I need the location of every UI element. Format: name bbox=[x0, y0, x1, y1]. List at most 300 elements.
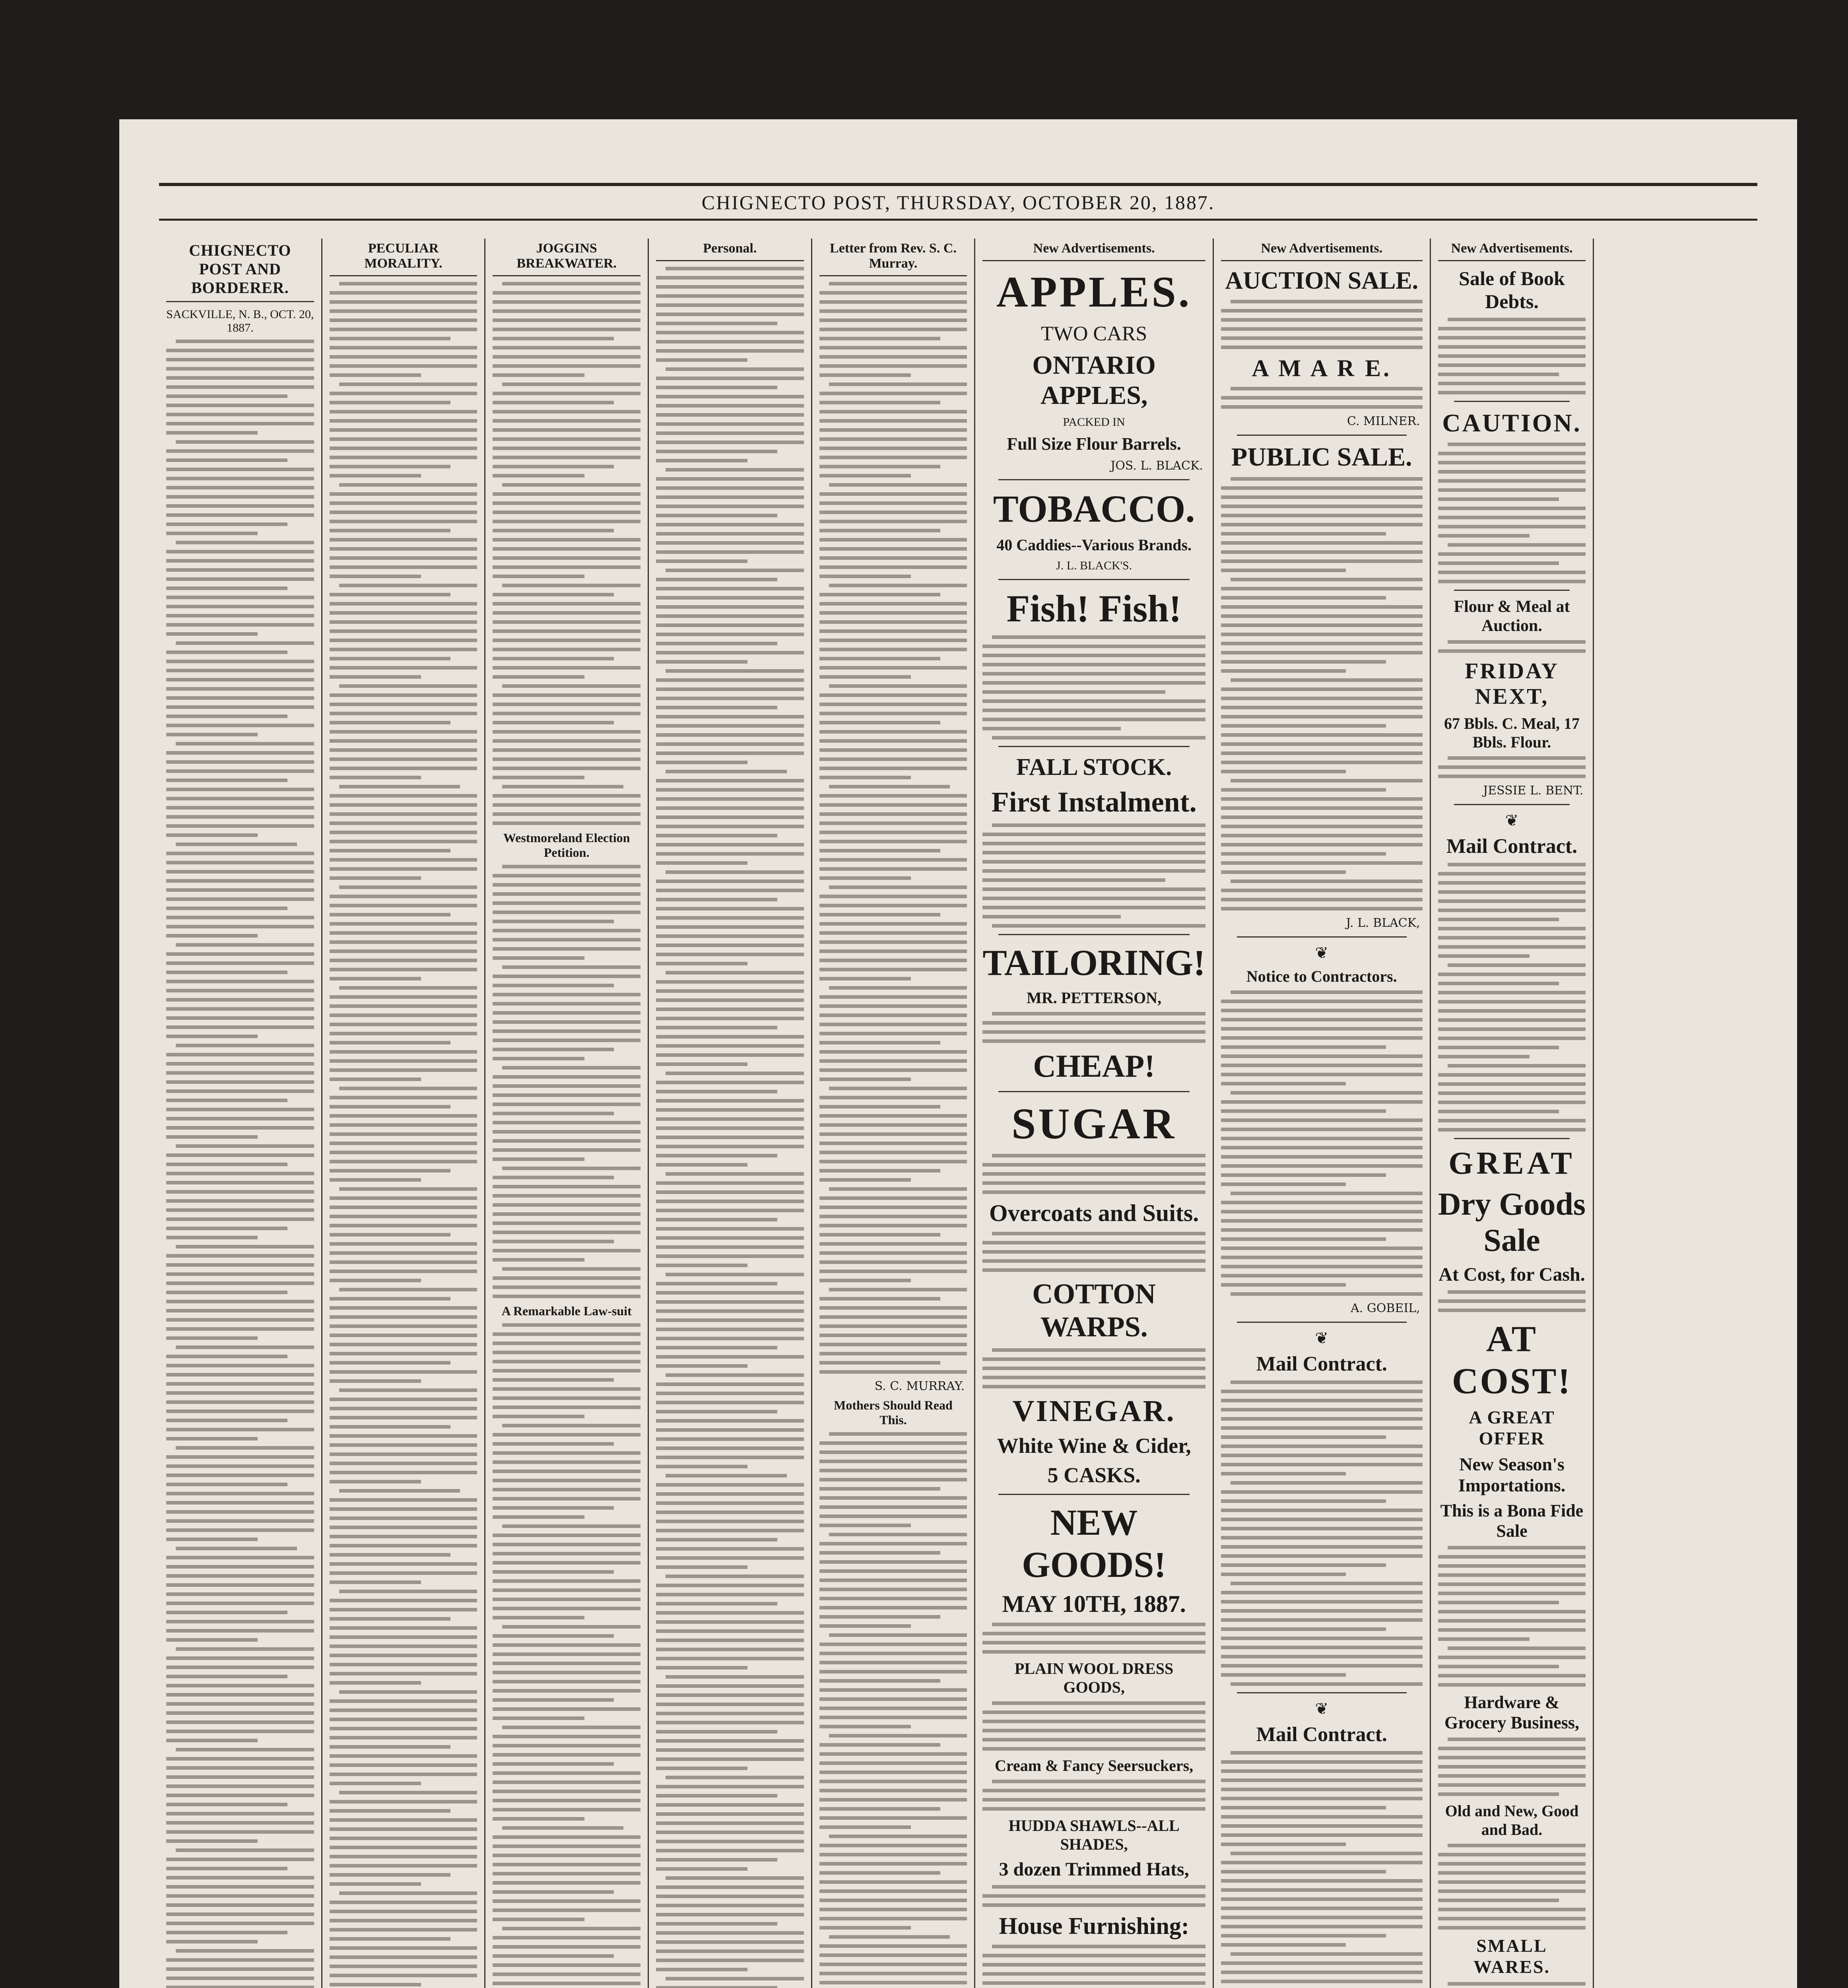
text-line bbox=[656, 1437, 804, 1441]
text-line bbox=[1221, 1609, 1423, 1613]
text-line bbox=[656, 1913, 804, 1916]
text-line bbox=[1438, 1018, 1586, 1022]
text-line bbox=[493, 1093, 641, 1097]
body-text bbox=[819, 1432, 967, 1988]
text-line bbox=[982, 842, 1205, 845]
text-line bbox=[166, 952, 314, 956]
text-line bbox=[330, 867, 478, 871]
text-line bbox=[166, 596, 314, 599]
text-line bbox=[330, 1416, 478, 1419]
text-line bbox=[656, 596, 804, 600]
text-line bbox=[1221, 1833, 1423, 1837]
text-line bbox=[656, 358, 747, 362]
text-line bbox=[166, 1492, 314, 1495]
text-line bbox=[982, 1357, 1205, 1361]
text-line bbox=[1221, 1673, 1346, 1677]
text-line bbox=[330, 1946, 478, 1950]
ad-body bbox=[982, 1945, 1205, 1988]
text-line bbox=[502, 1424, 641, 1427]
text-line bbox=[1231, 1952, 1423, 1956]
text-line bbox=[493, 1020, 641, 1024]
text-line bbox=[656, 1821, 804, 1825]
text-line bbox=[656, 322, 777, 325]
text-line bbox=[493, 739, 641, 743]
text-line bbox=[819, 456, 967, 459]
text-line bbox=[656, 1081, 804, 1084]
text-line bbox=[330, 556, 478, 560]
text-line bbox=[656, 623, 804, 627]
text-line bbox=[166, 1199, 314, 1203]
text-line bbox=[493, 1176, 614, 1179]
text-line bbox=[819, 1178, 911, 1182]
column-heading: PECULIAR MORALITY. bbox=[330, 239, 478, 276]
text-line bbox=[166, 1025, 314, 1029]
text-line bbox=[656, 1611, 804, 1615]
text-line bbox=[493, 1360, 641, 1363]
text-line bbox=[1438, 1871, 1586, 1875]
ad-body bbox=[982, 823, 1205, 928]
text-line bbox=[819, 1196, 967, 1200]
text-line bbox=[166, 1409, 314, 1413]
text-line bbox=[166, 605, 314, 608]
text-line bbox=[1438, 382, 1586, 385]
text-line bbox=[819, 1315, 967, 1319]
text-line bbox=[819, 1469, 967, 1472]
text-line bbox=[493, 1148, 641, 1152]
text-line bbox=[982, 1030, 1205, 1034]
text-line bbox=[819, 1004, 967, 1008]
text-line bbox=[330, 1023, 478, 1026]
text-line bbox=[1438, 1101, 1586, 1104]
body-text bbox=[166, 340, 314, 1988]
text-line bbox=[1221, 1943, 1346, 1947]
ad-body bbox=[982, 1348, 1205, 1388]
text-line bbox=[1231, 1091, 1423, 1095]
text-line bbox=[982, 1789, 1205, 1792]
text-line bbox=[493, 1415, 584, 1418]
text-line bbox=[1221, 1018, 1423, 1021]
text-line bbox=[493, 1460, 641, 1464]
text-line bbox=[656, 1885, 804, 1889]
text-line bbox=[176, 440, 314, 444]
text-line bbox=[1221, 742, 1423, 746]
text-line bbox=[330, 1279, 421, 1282]
text-line bbox=[992, 924, 1205, 928]
text-line bbox=[666, 468, 804, 472]
text-line bbox=[166, 1757, 314, 1761]
text-line bbox=[656, 1565, 747, 1569]
text-line bbox=[330, 940, 478, 944]
text-line bbox=[166, 1583, 314, 1587]
text-line bbox=[819, 1972, 967, 1975]
text-line bbox=[819, 776, 911, 779]
text-line bbox=[656, 441, 804, 444]
text-line bbox=[1221, 1971, 1423, 1974]
text-line bbox=[493, 1616, 584, 1619]
text-line bbox=[992, 1885, 1205, 1889]
text-line bbox=[330, 318, 478, 322]
text-line bbox=[656, 349, 804, 353]
text-line bbox=[330, 1105, 451, 1109]
ad-signature: J. L. BLACK, bbox=[1346, 916, 1420, 930]
text-line bbox=[1221, 559, 1423, 563]
text-line bbox=[819, 1944, 967, 1948]
text-line bbox=[1221, 1806, 1386, 1809]
text-line bbox=[330, 1178, 421, 1182]
text-line bbox=[493, 938, 641, 942]
text-line bbox=[330, 1736, 478, 1740]
text-line bbox=[1221, 1054, 1423, 1058]
text-line bbox=[176, 1547, 297, 1550]
text-line bbox=[829, 885, 967, 889]
text-line bbox=[656, 1355, 804, 1359]
coat-of-arms: ❦ bbox=[1315, 1329, 1329, 1347]
text-line bbox=[819, 1224, 967, 1227]
text-line bbox=[493, 1212, 641, 1216]
text-line bbox=[166, 971, 287, 974]
text-line bbox=[656, 1794, 777, 1798]
text-line bbox=[1438, 1009, 1586, 1013]
text-line bbox=[1438, 881, 1586, 885]
ad-text: 3 dozen Trimmed Hats, bbox=[999, 1859, 1189, 1880]
text-line bbox=[493, 492, 641, 496]
text-line bbox=[829, 986, 967, 990]
text-line bbox=[166, 669, 314, 672]
text-line bbox=[330, 1306, 478, 1310]
text-line bbox=[330, 977, 421, 980]
column-heading: CHIGNECTO POST AND BORDERER. bbox=[166, 239, 314, 302]
text-line bbox=[166, 1675, 287, 1678]
text-line bbox=[493, 620, 641, 624]
text-line bbox=[656, 431, 804, 435]
text-line bbox=[656, 413, 804, 417]
text-line bbox=[330, 520, 478, 523]
text-line bbox=[166, 1830, 314, 1834]
ad-signature: JOS. L. BLACK. bbox=[1110, 459, 1203, 473]
text-line bbox=[330, 1196, 478, 1200]
text-line bbox=[982, 1163, 1205, 1167]
text-line bbox=[819, 1670, 967, 1673]
text-line bbox=[1221, 1045, 1386, 1049]
text-line bbox=[1231, 678, 1423, 682]
text-line bbox=[1221, 1499, 1386, 1503]
text-line bbox=[819, 602, 967, 606]
column-5 bbox=[812, 239, 976, 1988]
text-line bbox=[656, 1236, 804, 1240]
text-line bbox=[493, 428, 641, 432]
ad-text: House Furnishing: bbox=[999, 1913, 1189, 1939]
text-line bbox=[1221, 1961, 1423, 1965]
text-line bbox=[982, 869, 1205, 873]
text-line bbox=[166, 678, 314, 681]
text-line bbox=[1221, 1435, 1386, 1439]
text-line bbox=[1438, 982, 1559, 985]
text-line bbox=[493, 1963, 641, 1967]
text-line bbox=[166, 367, 314, 371]
text-line bbox=[493, 529, 614, 532]
text-line bbox=[819, 611, 967, 615]
ad-body bbox=[1438, 1738, 1586, 1796]
text-line bbox=[493, 1972, 641, 1976]
text-line bbox=[666, 569, 804, 572]
text-line bbox=[819, 309, 967, 313]
text-line bbox=[819, 1524, 911, 1527]
text-line bbox=[166, 705, 314, 709]
text-line bbox=[1221, 1009, 1423, 1012]
text-line bbox=[1438, 927, 1586, 930]
text-line bbox=[166, 1592, 314, 1596]
text-line bbox=[330, 529, 451, 532]
text-line bbox=[982, 906, 1205, 909]
text-line bbox=[656, 340, 804, 344]
text-line bbox=[656, 1401, 804, 1404]
text-line bbox=[1221, 724, 1386, 728]
body-text bbox=[330, 282, 478, 1988]
text-line bbox=[493, 1790, 641, 1793]
text-line bbox=[1221, 1128, 1423, 1131]
text-line bbox=[656, 331, 804, 334]
text-line bbox=[493, 1442, 614, 1446]
text-line bbox=[819, 1050, 967, 1054]
text-line bbox=[1221, 1246, 1423, 1250]
text-line bbox=[166, 1885, 314, 1889]
text-line bbox=[1438, 373, 1559, 376]
text-line bbox=[1438, 1862, 1586, 1866]
text-line bbox=[819, 1142, 967, 1145]
text-line bbox=[1221, 541, 1423, 545]
text-line bbox=[493, 1863, 641, 1866]
column-7 bbox=[1214, 239, 1431, 1988]
text-line bbox=[819, 1697, 967, 1701]
text-line bbox=[502, 865, 641, 868]
text-line bbox=[656, 1099, 804, 1103]
text-line bbox=[656, 523, 804, 526]
text-line bbox=[656, 697, 804, 700]
text-line bbox=[666, 367, 804, 371]
text-line bbox=[656, 1200, 804, 1203]
text-line bbox=[176, 1446, 314, 1450]
text-line bbox=[1221, 1444, 1423, 1448]
text-line bbox=[330, 373, 421, 377]
text-line bbox=[982, 1807, 1205, 1811]
text-line bbox=[656, 797, 804, 801]
text-line bbox=[330, 1224, 478, 1227]
text-line bbox=[656, 1163, 747, 1167]
text-line bbox=[166, 1007, 314, 1011]
text-line bbox=[493, 1698, 614, 1702]
text-line bbox=[166, 1126, 314, 1130]
text-line bbox=[1438, 872, 1586, 876]
body-text bbox=[493, 1323, 641, 1988]
text-line bbox=[819, 556, 967, 560]
text-line bbox=[656, 1840, 804, 1843]
text-line bbox=[656, 1026, 777, 1029]
text-line bbox=[819, 291, 967, 295]
ad-body bbox=[1438, 640, 1586, 653]
text-line bbox=[656, 916, 804, 920]
text-line bbox=[819, 1853, 967, 1856]
text-line bbox=[819, 1542, 967, 1545]
text-line bbox=[493, 703, 641, 706]
text-line bbox=[656, 1309, 804, 1313]
text-line bbox=[819, 1981, 967, 1984]
text-line bbox=[656, 825, 804, 828]
text-line bbox=[493, 1570, 614, 1574]
text-line bbox=[819, 1807, 941, 1811]
text-line bbox=[166, 733, 258, 736]
text-line bbox=[493, 748, 641, 752]
body-text bbox=[493, 282, 641, 825]
text-line bbox=[656, 1264, 747, 1267]
text-line bbox=[493, 629, 641, 633]
text-line bbox=[493, 1899, 641, 1903]
text-line bbox=[819, 428, 967, 432]
text-line bbox=[819, 1059, 967, 1063]
text-line bbox=[1221, 861, 1423, 865]
text-line bbox=[166, 1382, 314, 1386]
text-line bbox=[330, 1114, 478, 1118]
text-line bbox=[330, 1809, 451, 1813]
text-line bbox=[166, 513, 314, 517]
text-line bbox=[330, 1544, 478, 1547]
coat-of-arms: ❦ bbox=[1315, 944, 1329, 962]
text-line bbox=[829, 1432, 967, 1436]
text-line bbox=[493, 392, 641, 395]
text-line bbox=[166, 760, 314, 764]
text-line bbox=[1221, 605, 1423, 609]
text-line bbox=[656, 1008, 804, 1011]
text-line bbox=[829, 1288, 967, 1291]
text-line bbox=[819, 1963, 967, 1966]
ad-text: 40 Caddies--Various Brands. bbox=[996, 536, 1192, 554]
text-line bbox=[656, 303, 804, 307]
text-line bbox=[666, 1675, 804, 1679]
text-line bbox=[656, 980, 804, 984]
text-line bbox=[502, 1323, 641, 1327]
body-text bbox=[493, 865, 641, 1298]
text-line bbox=[819, 1752, 967, 1756]
text-line bbox=[166, 769, 314, 773]
text-line bbox=[166, 806, 314, 810]
text-line bbox=[819, 373, 911, 377]
text-line bbox=[819, 1450, 967, 1454]
text-line bbox=[819, 1114, 967, 1118]
text-line bbox=[1221, 1563, 1386, 1567]
text-line bbox=[656, 514, 777, 517]
text-line bbox=[330, 1763, 478, 1767]
text-line bbox=[166, 779, 287, 782]
text-line bbox=[330, 840, 478, 843]
text-line bbox=[656, 1584, 804, 1587]
text-line bbox=[1221, 1870, 1386, 1873]
text-line bbox=[330, 748, 478, 752]
text-line bbox=[330, 767, 478, 770]
text-line bbox=[166, 1876, 314, 1879]
text-line bbox=[1221, 1228, 1423, 1232]
text-line bbox=[330, 1242, 478, 1246]
text-line bbox=[339, 584, 478, 587]
text-line bbox=[166, 1556, 314, 1559]
ad-book-debts: Sale of Book Debts. bbox=[1459, 267, 1565, 313]
text-line bbox=[166, 1181, 314, 1184]
text-line bbox=[819, 959, 967, 962]
text-line bbox=[656, 1136, 804, 1139]
text-line bbox=[493, 346, 641, 349]
text-line bbox=[493, 1936, 641, 1939]
text-line bbox=[656, 614, 804, 618]
text-line bbox=[330, 1644, 478, 1648]
text-line bbox=[166, 1208, 314, 1212]
text-line bbox=[982, 1954, 1205, 1957]
text-line bbox=[1438, 1055, 1530, 1058]
text-line bbox=[656, 843, 804, 846]
text-line bbox=[176, 340, 314, 343]
text-line bbox=[1438, 1637, 1530, 1641]
ad-text: Hardware & Grocery Business, bbox=[1444, 1693, 1579, 1732]
text-line bbox=[1221, 697, 1423, 700]
text-line bbox=[330, 648, 478, 651]
text-line bbox=[1438, 1926, 1586, 1930]
text-line bbox=[819, 1953, 967, 1957]
text-line bbox=[656, 1666, 747, 1670]
text-line bbox=[330, 1013, 478, 1017]
text-line bbox=[166, 897, 314, 901]
text-line bbox=[1221, 1591, 1423, 1594]
text-line bbox=[339, 1187, 478, 1191]
text-line bbox=[166, 1217, 314, 1221]
text-line bbox=[819, 401, 941, 404]
text-line bbox=[1438, 1601, 1559, 1604]
text-line bbox=[656, 1931, 804, 1935]
text-line bbox=[493, 1369, 641, 1373]
text-line bbox=[656, 1639, 804, 1642]
text-line bbox=[819, 1679, 941, 1683]
text-line bbox=[330, 922, 478, 926]
text-line bbox=[819, 1716, 967, 1719]
text-line bbox=[493, 1579, 641, 1583]
text-line bbox=[656, 505, 804, 508]
text-line bbox=[166, 1318, 314, 1322]
column-6 bbox=[975, 239, 1214, 1988]
text-line bbox=[330, 858, 478, 862]
text-line bbox=[330, 620, 478, 624]
text-line bbox=[330, 401, 451, 404]
ad-body bbox=[1221, 1751, 1423, 1988]
text-line bbox=[1221, 532, 1386, 536]
ad-body bbox=[1221, 1380, 1423, 1686]
text-line bbox=[819, 1514, 967, 1518]
text-line bbox=[502, 382, 641, 386]
ad-body bbox=[982, 635, 1205, 740]
text-line bbox=[166, 495, 314, 499]
text-line bbox=[330, 1206, 478, 1209]
text-line bbox=[819, 648, 967, 651]
text-line bbox=[982, 1241, 1205, 1244]
text-line bbox=[166, 1638, 258, 1642]
text-line bbox=[819, 565, 967, 569]
text-line bbox=[330, 1361, 451, 1365]
text-line bbox=[819, 1789, 967, 1792]
text-line bbox=[992, 1780, 1205, 1783]
text-line bbox=[982, 1190, 1205, 1194]
text-line bbox=[982, 833, 1205, 836]
text-line bbox=[493, 565, 641, 569]
text-line bbox=[493, 1231, 641, 1234]
text-line bbox=[1221, 1201, 1423, 1204]
text-line bbox=[656, 1831, 804, 1834]
text-line bbox=[982, 654, 1205, 657]
text-line bbox=[982, 1981, 1205, 1985]
